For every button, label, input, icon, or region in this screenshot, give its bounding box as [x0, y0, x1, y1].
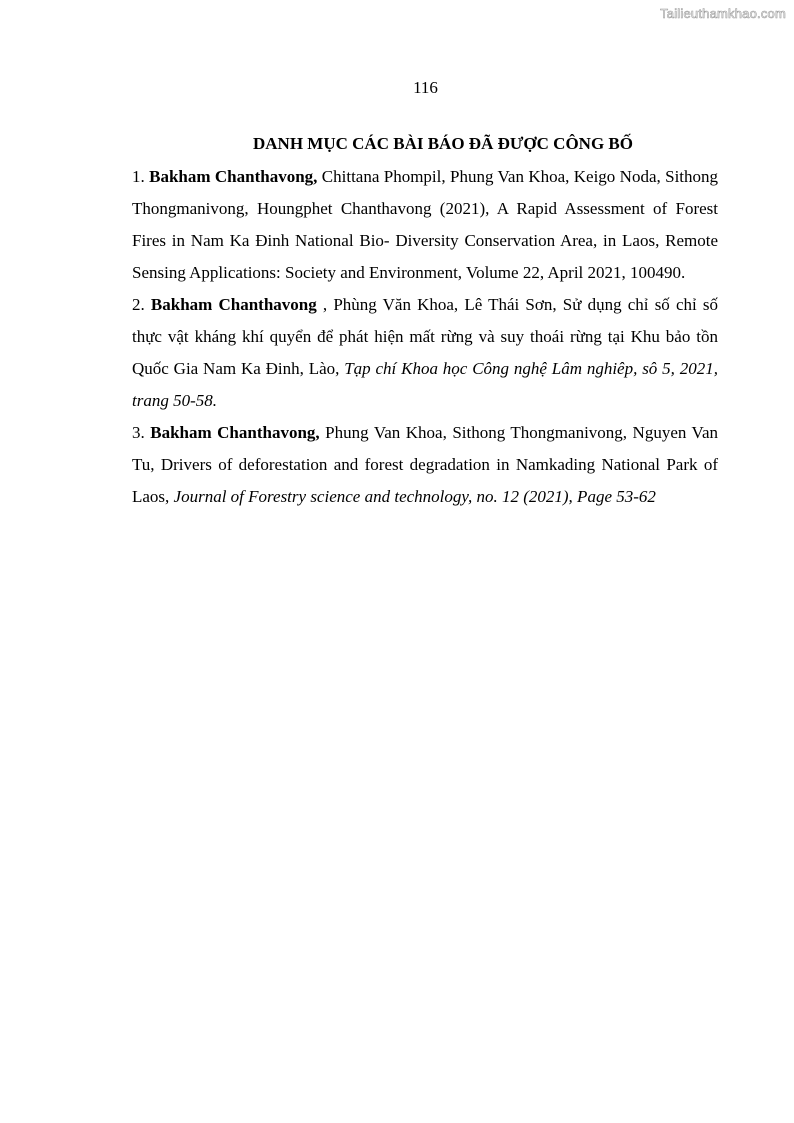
reference-text: Phung Van Khoa, Sithong Thongmanivong, Nguyen Van Tu, Drivers of deforestation and forest degradation in Namkading National Park of Laos, — [132, 423, 718, 506]
document-body — [132, 131, 718, 513]
reference-author: Bakham Chanthavong — [150, 295, 317, 314]
reference-number: 3. — [132, 423, 145, 442]
reference-number: 2. — [132, 295, 145, 314]
page-number: 116 — [413, 78, 438, 97]
reference-number: 1. — [132, 167, 145, 186]
reference-item — [132, 161, 718, 289]
reference-author: Bakham Chanthavong, — [149, 167, 318, 186]
reference-journal: Journal of Forestry science and technology, no. 12 (2021), Page 53-62 — [173, 487, 656, 506]
reference-journal: Tạp chí Khoa học Công nghệ Lâm nghiêp, sô 5, 2021, trang 50-58. — [132, 359, 718, 410]
reference-author: Bakham Chanthavong, — [150, 423, 320, 442]
reference-item — [132, 289, 718, 417]
reference-item — [132, 417, 718, 513]
page-title: DANH MỤC CÁC BÀI BÁO ĐÃ ĐƯỢC CÔNG BỐ — [253, 134, 633, 153]
reference-text: Chittana Phompil, Phung Van Khoa, Keigo Noda, Sithong Thongmanivong, Houngphet Chanthavong (2021), A Rapid Assessment of Forest Fires in Nam Ka Đinh National Bio- Diversity Conservation Area, in Laos, Remote Sensing Applications: Society and Environment, Volume 22, April 2021, 100490. — [132, 167, 719, 282]
watermark: Tailieuthamkhao.com — [660, 6, 786, 21]
reference-text: , Phùng Văn Khoa, Lê Thái Sơn, Sử dụng chỉ số chỉ số thực vật kháng khí quyển để phát hiện mất rừng và suy thoái rừng tại Khu bảo tồn Quốc Gia Nam Ka Đinh, Lào, — [132, 295, 719, 378]
